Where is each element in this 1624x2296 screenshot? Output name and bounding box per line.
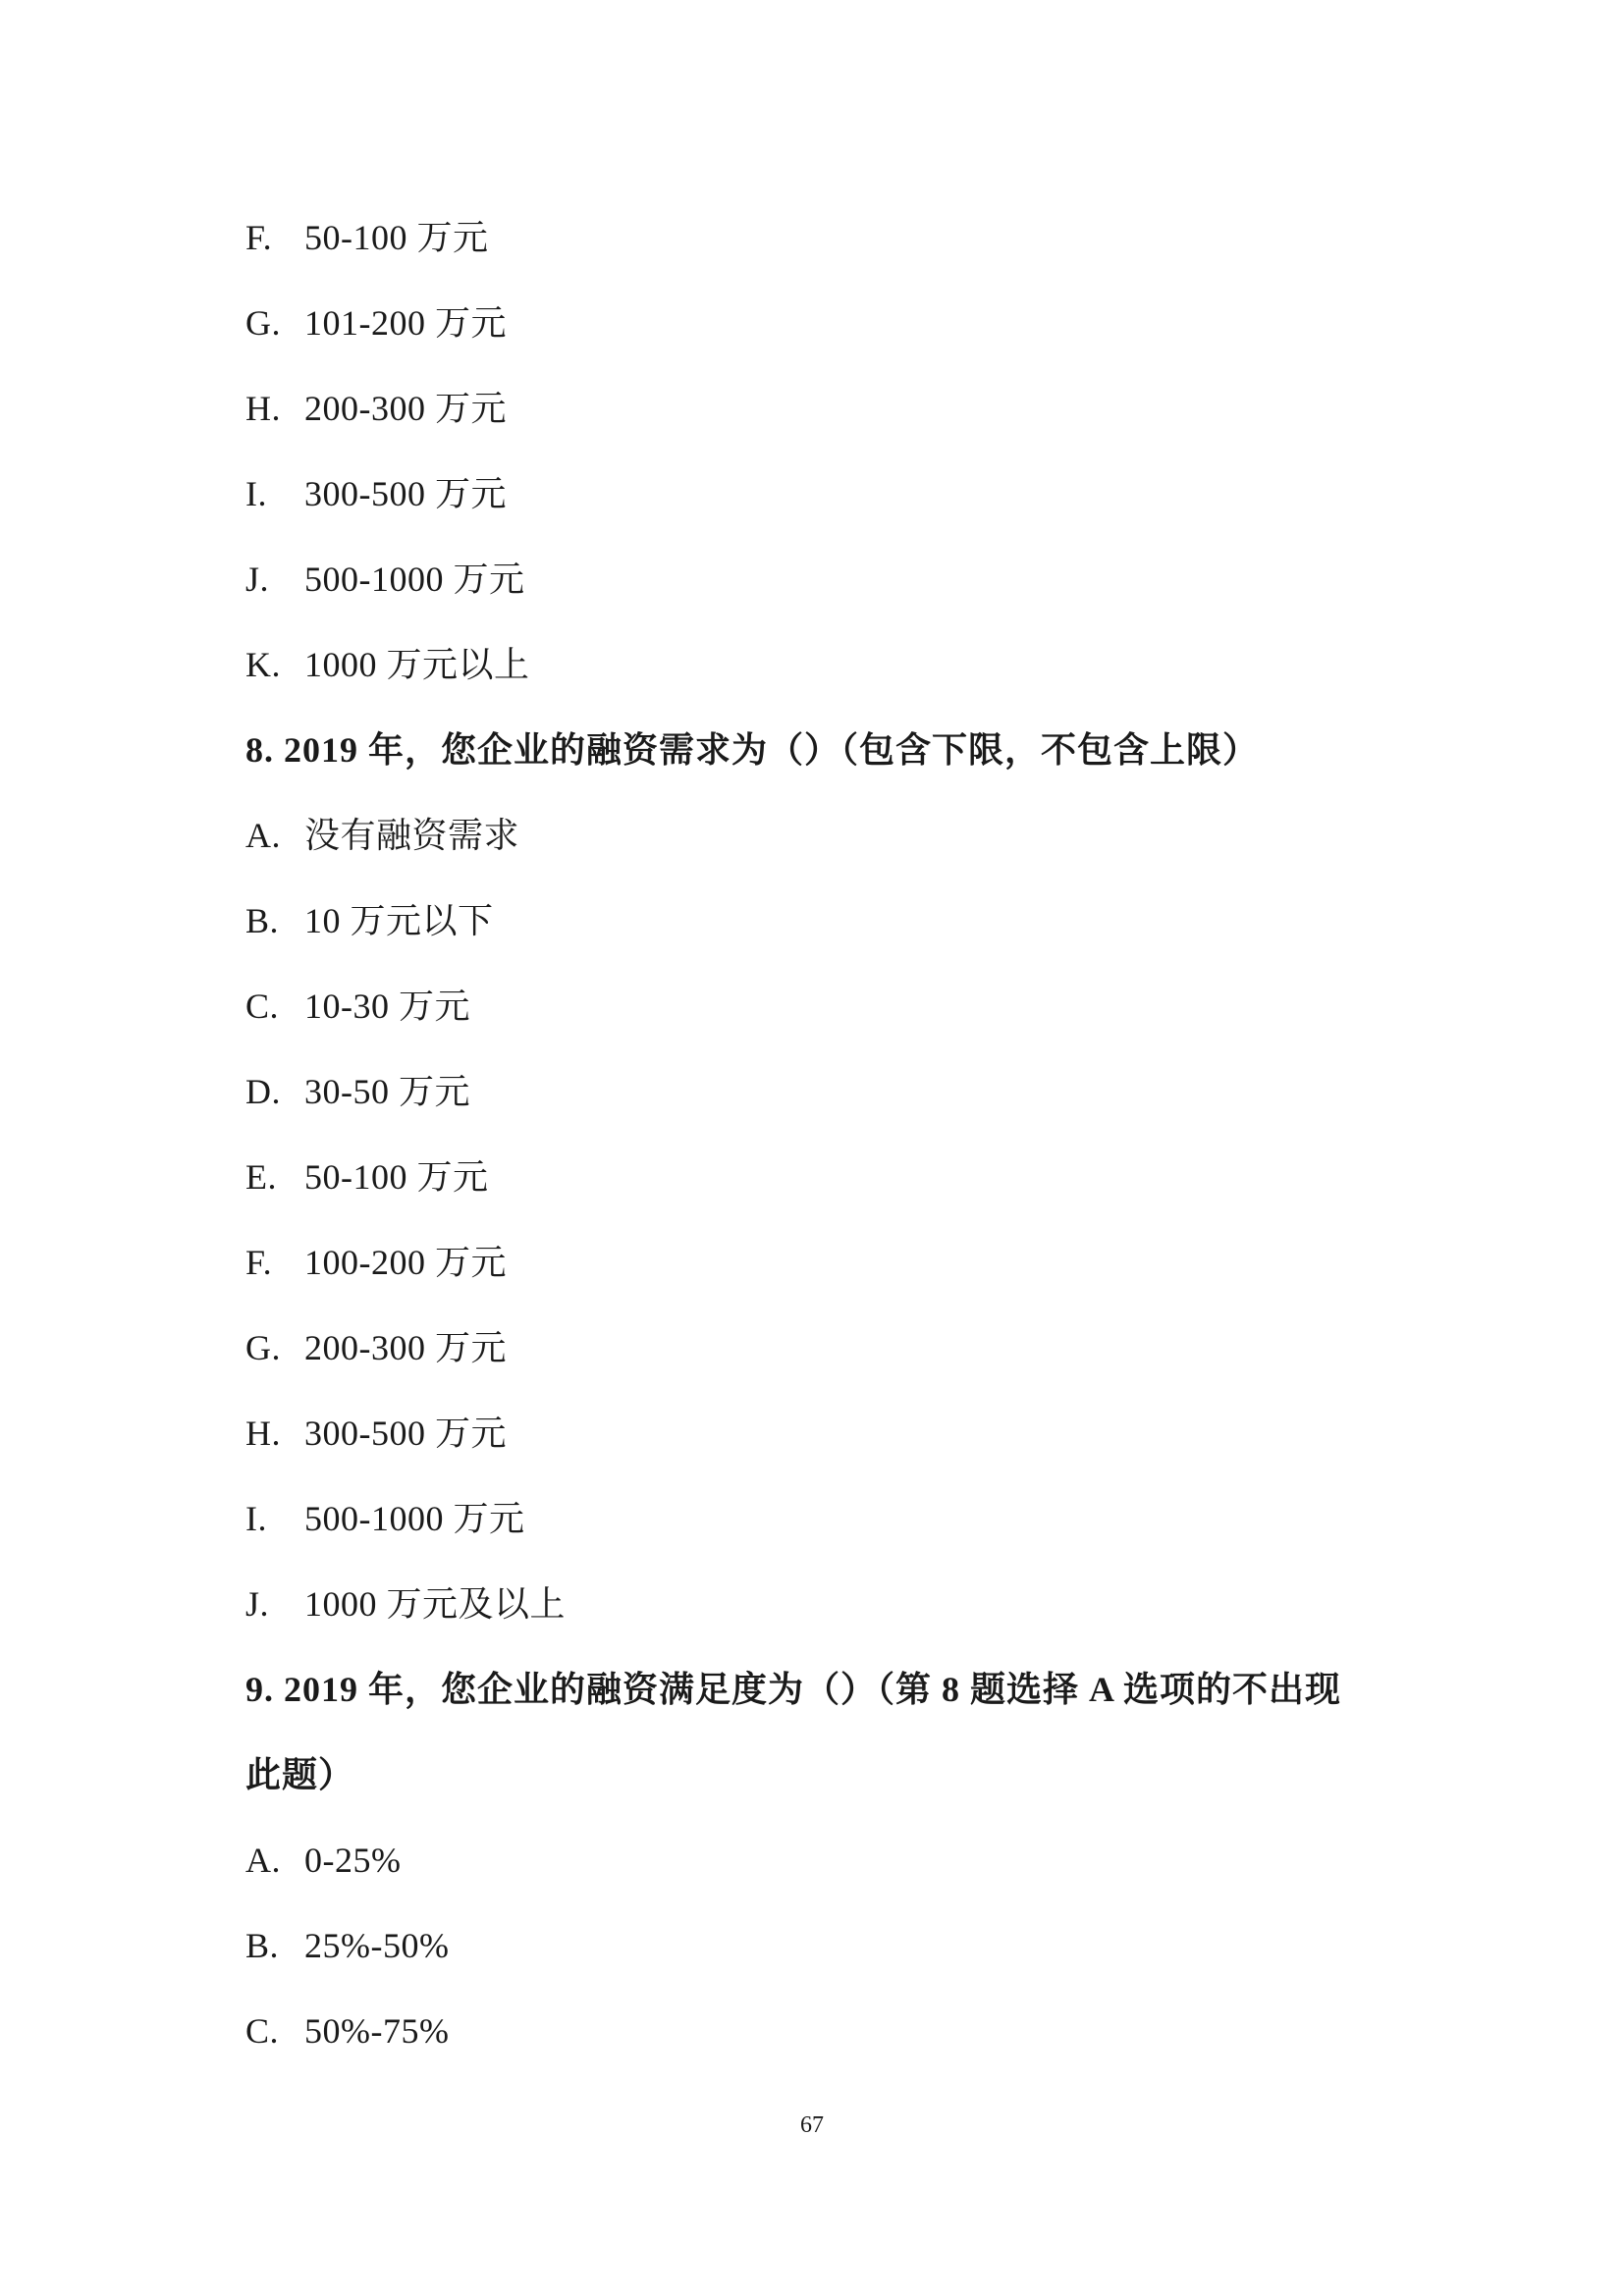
option-text: 50-100 万元: [304, 218, 489, 257]
option-line: [245, 2009, 449, 2053]
page-number: 67: [800, 2112, 824, 2138]
option-text: 101-200 万元: [304, 303, 507, 343]
option-line: [245, 301, 507, 345]
option-line: [245, 1155, 489, 1199]
option-text: 10-30 万元: [304, 987, 470, 1026]
option-text: 25%-50%: [304, 1926, 450, 1965]
question-9-title: 9. 2019 年，您企业的融资满足度为（）（第 8 题选择 A 选项的不出现: [245, 1670, 1342, 1709]
option-letter: G.: [245, 1328, 281, 1367]
option-letter: J.: [245, 1584, 270, 1624]
option-text: 1000 万元及以上: [304, 1584, 567, 1624]
option-text: 200-300 万元: [304, 389, 507, 428]
option-text: 300-500 万元: [304, 474, 507, 513]
option-letter: H.: [245, 389, 281, 428]
option-letter: G.: [245, 303, 281, 343]
option-line: [245, 1070, 470, 1113]
option-line: [245, 472, 507, 515]
option-line: [245, 1241, 507, 1284]
option-letter: I.: [245, 1499, 267, 1538]
option-text: 50-100 万元: [304, 1157, 489, 1197]
option-line: [245, 1497, 525, 1540]
option-text: 300-500 万元: [304, 1414, 507, 1453]
option-letter: C.: [245, 2011, 280, 2051]
option-letter: B.: [245, 901, 280, 940]
option-line: [245, 985, 470, 1028]
option-letter: F.: [245, 218, 273, 257]
option-letter: A.: [245, 816, 281, 855]
question-9-title-continued: 此题）: [245, 1755, 355, 1794]
option-text: 200-300 万元: [304, 1328, 507, 1367]
option-letter: D.: [245, 1072, 281, 1111]
option-letter: C.: [245, 987, 280, 1026]
option-line: [245, 1412, 507, 1455]
option-text: 没有融资需求: [304, 816, 520, 855]
option-letter: I.: [245, 474, 267, 513]
option-letter: E.: [245, 1157, 277, 1197]
option-text: 500-1000 万元: [304, 1499, 525, 1538]
option-line: [245, 558, 525, 601]
option-text: 0-25%: [304, 1841, 402, 1880]
option-line: [245, 643, 530, 686]
question-8-title: 8. 2019 年，您企业的融资需求为（）（包含下限，不包含上限）: [245, 730, 1260, 770]
option-line: [245, 387, 507, 430]
option-letter: K.: [245, 645, 281, 684]
option-letter: F.: [245, 1243, 273, 1282]
option-text: 1000 万元以上: [304, 645, 530, 684]
option-line: [245, 814, 519, 857]
option-text: 100-200 万元: [304, 1243, 507, 1282]
option-letter: H.: [245, 1414, 281, 1453]
option-text: 500-1000 万元: [304, 560, 525, 599]
option-text: 10 万元以下: [304, 901, 494, 940]
option-letter: J.: [245, 560, 270, 599]
option-line: [245, 216, 489, 259]
option-line: [245, 1582, 566, 1626]
option-line: [245, 899, 494, 942]
option-line: [245, 1326, 507, 1369]
option-letter: B.: [245, 1926, 280, 1965]
option-text: 30-50 万元: [304, 1072, 470, 1111]
option-text: 50%-75%: [304, 2011, 450, 2051]
option-line: [245, 1839, 401, 1882]
option-line: [245, 1924, 449, 1967]
option-letter: A.: [245, 1841, 281, 1880]
